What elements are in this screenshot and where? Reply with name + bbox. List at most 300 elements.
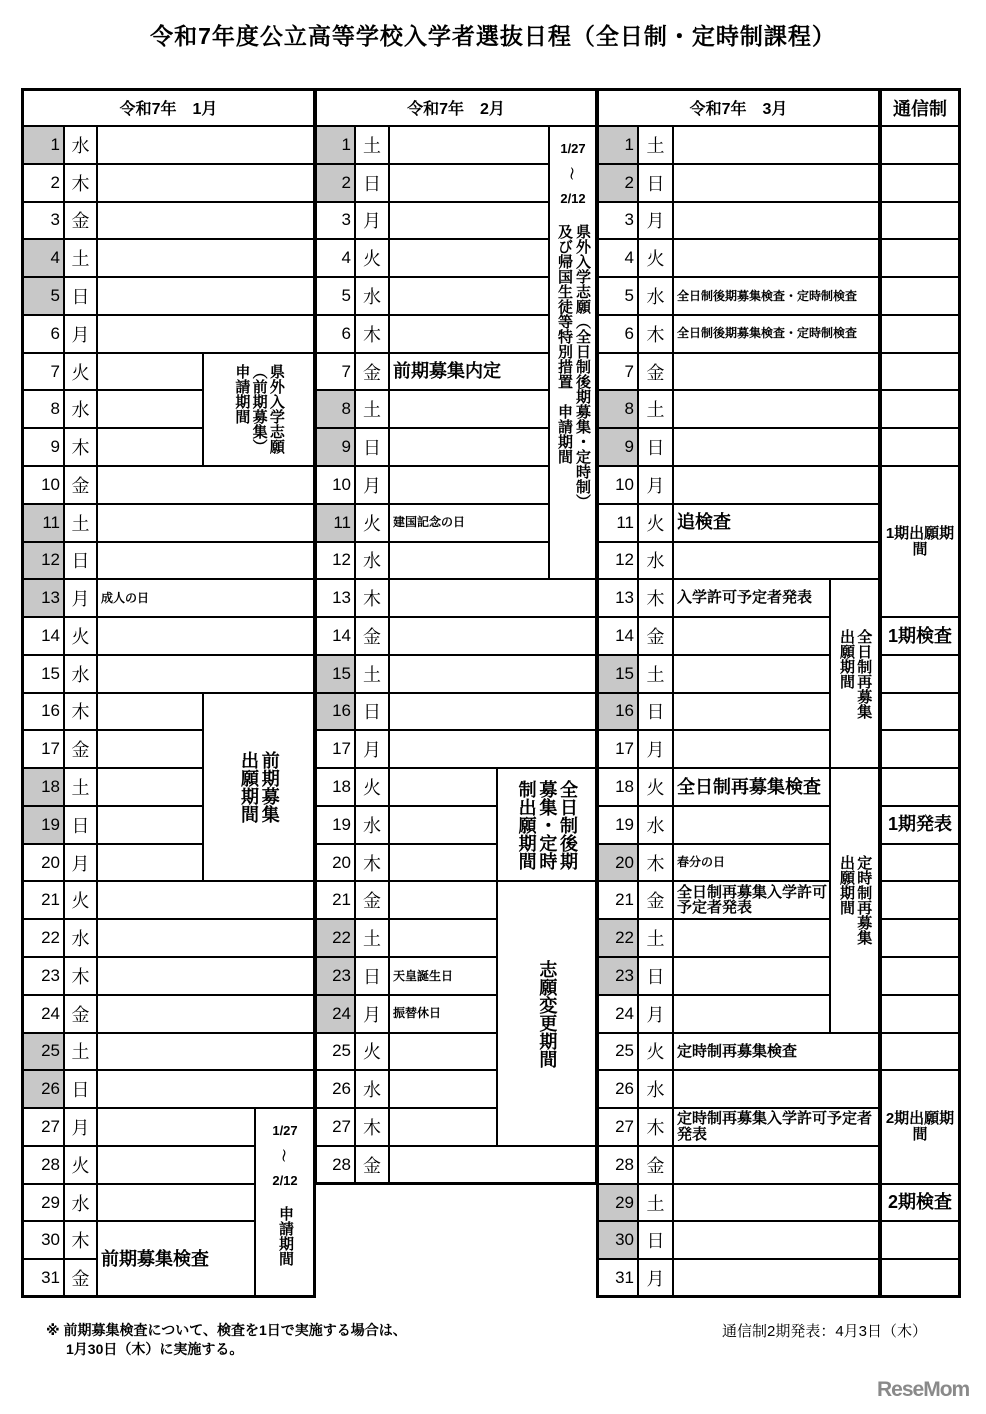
vertical-line: 制出願期間 xyxy=(516,779,537,870)
day-number-cell xyxy=(596,1032,639,1072)
day-number: 24 xyxy=(41,1003,60,1023)
day-number-cell xyxy=(314,465,356,505)
weekday-cell xyxy=(63,729,98,769)
block-text: 1期出願期間 xyxy=(885,524,955,558)
event-cell xyxy=(96,956,316,996)
correspondence-block xyxy=(879,465,961,618)
weekday: 火 xyxy=(363,513,381,534)
day-number: 2 xyxy=(624,172,634,192)
weekday: 金 xyxy=(363,626,381,647)
weekday: 火 xyxy=(363,249,381,270)
weekday: 水 xyxy=(363,1080,381,1101)
weekday-cell xyxy=(63,1258,98,1298)
vertical-line: 前期募集 xyxy=(259,751,280,824)
correspondence-cell xyxy=(879,692,961,732)
day-number: 15 xyxy=(615,663,634,683)
day-number-cell xyxy=(21,503,65,543)
weekday: 日 xyxy=(71,815,90,836)
day-number-cell xyxy=(314,1145,356,1185)
weekday: 日 xyxy=(363,966,381,987)
weekday-cell xyxy=(354,352,390,392)
weekday: 月 xyxy=(363,475,381,496)
day-number-cell xyxy=(596,729,639,769)
weekday: 水 xyxy=(646,815,665,836)
event-cell xyxy=(96,1069,316,1109)
day-number-cell xyxy=(314,276,356,316)
day-number: 27 xyxy=(332,1117,351,1136)
day-number-cell xyxy=(21,314,65,354)
block-text: 入学許可予定者発表 xyxy=(677,589,813,607)
weekday: 日 xyxy=(646,966,665,987)
weekday-cell xyxy=(354,201,390,241)
weekday: 金 xyxy=(646,626,665,647)
day-number-cell xyxy=(21,729,65,769)
weekday-cell xyxy=(63,616,98,656)
weekday: 月 xyxy=(646,1269,665,1290)
weekday-cell xyxy=(354,1069,390,1109)
event-cell xyxy=(96,276,316,316)
day-number-cell xyxy=(596,201,639,241)
day-number-cell xyxy=(21,1145,65,1185)
day-number-cell xyxy=(314,427,356,467)
weekday: 土 xyxy=(71,1042,90,1063)
day-number: 6 xyxy=(50,323,60,343)
footnote-line-1: ※ 前期募集検査について、検査を1日で実施する場合は、 xyxy=(46,1322,407,1338)
weekday-cell xyxy=(354,956,390,996)
day-number-cell xyxy=(596,427,639,467)
day-number: 16 xyxy=(332,701,351,721)
day-number-cell xyxy=(596,654,639,694)
day-number: 20 xyxy=(615,852,634,872)
day-number: 26 xyxy=(615,1079,634,1099)
event-cell xyxy=(672,541,881,581)
day-number: 30 xyxy=(615,1230,634,1250)
correspondence-cell xyxy=(879,767,961,807)
event-cell xyxy=(672,1069,881,1109)
weekday: 水 xyxy=(71,664,90,685)
weekday: 月 xyxy=(71,589,90,610)
day-number-cell xyxy=(21,956,65,996)
schedule-block-feb xyxy=(496,880,598,1146)
day-number-cell xyxy=(596,314,639,354)
weekday-cell xyxy=(637,1183,674,1223)
weekday-cell xyxy=(63,578,98,618)
vertical-text xyxy=(537,960,558,1068)
weekday: 水 xyxy=(71,929,90,950)
correspondence-cell xyxy=(879,427,961,467)
weekday-cell xyxy=(354,389,390,429)
weekday-cell xyxy=(63,767,98,807)
event-cell xyxy=(388,578,598,618)
vertical-line: 出願期間 xyxy=(838,628,855,689)
day-number: 29 xyxy=(41,1192,60,1212)
block-text: 1期発表 xyxy=(887,814,952,835)
weekday-cell xyxy=(637,616,674,656)
weekday-cell xyxy=(354,729,390,769)
day-number: 12 xyxy=(615,550,634,570)
weekday-cell xyxy=(354,163,390,203)
day-number-cell xyxy=(314,805,356,845)
correspondence-announcement: 通信制2期発表：4月3日（木） xyxy=(722,1323,928,1340)
day-number: 15 xyxy=(41,663,60,683)
weekday: 日 xyxy=(363,173,381,194)
day-number-cell xyxy=(21,805,65,845)
day-number-cell xyxy=(596,541,639,581)
weekday-cell xyxy=(63,692,98,732)
weekday: 土 xyxy=(363,664,381,685)
weekday-cell xyxy=(354,805,390,845)
day-number: 1 xyxy=(624,134,634,154)
weekday-cell xyxy=(637,918,674,958)
weekday-cell xyxy=(637,503,674,543)
vertical-line: 全日制後期 xyxy=(558,779,579,870)
day-number-cell xyxy=(21,389,65,429)
day-number: 2 xyxy=(50,172,60,192)
event-cell xyxy=(388,692,598,732)
weekday: 月 xyxy=(646,211,665,232)
range-start: 1/27 xyxy=(560,141,586,156)
weekday-cell xyxy=(637,578,674,618)
weekday: 日 xyxy=(646,173,665,194)
weekday: 金 xyxy=(71,475,90,496)
correspondence-cell xyxy=(879,352,961,392)
correspondence-header xyxy=(879,88,961,127)
footnote-line-2: 1月30日（木）に実施する。 xyxy=(66,1341,244,1357)
day-number-cell xyxy=(21,918,65,958)
weekday: 火 xyxy=(646,1042,665,1063)
block-text: 1期検査 xyxy=(887,625,952,646)
day-number-cell xyxy=(314,578,356,618)
schedule-block-feb xyxy=(548,125,598,580)
day-number: 14 xyxy=(41,625,60,645)
weekday: 日 xyxy=(363,702,381,723)
weekday: 土 xyxy=(646,929,665,950)
weekday: 日 xyxy=(646,1231,665,1252)
event-cell xyxy=(96,880,316,920)
schedule-block-mar xyxy=(672,880,831,920)
block-text: 定時制再募集検査 xyxy=(677,1042,798,1060)
vertical-text xyxy=(276,1206,294,1266)
weekday-cell xyxy=(354,465,390,505)
event-cell xyxy=(672,427,881,467)
day-number: 14 xyxy=(615,625,634,645)
weekday: 土 xyxy=(646,400,665,421)
day-number: 5 xyxy=(50,285,60,305)
weekday-cell xyxy=(637,729,674,769)
day-number: 9 xyxy=(624,437,634,457)
day-number: 23 xyxy=(41,965,60,985)
correspondence-cell xyxy=(879,163,961,203)
schedule-block-mar xyxy=(672,1032,881,1072)
day-number-cell xyxy=(314,918,356,958)
vertical-line: 申請期間 xyxy=(277,1206,294,1267)
block-text: 全日制再募集入学許可予定者発表 xyxy=(677,883,828,917)
vertical-text xyxy=(516,780,578,870)
weekday: 火 xyxy=(646,249,665,270)
schedule-block-mar xyxy=(672,1107,881,1147)
block-text: 定時制再募集入学許可予定者発表 xyxy=(677,1110,873,1143)
weekday-cell xyxy=(63,956,98,996)
weekday-cell xyxy=(63,352,98,392)
weekday: 月 xyxy=(71,324,90,345)
weekday-cell xyxy=(63,427,98,467)
weekday: 日 xyxy=(71,551,90,572)
weekday-cell xyxy=(63,276,98,316)
weekday: 水 xyxy=(71,400,90,421)
vertical-line: 出願期間 xyxy=(838,855,855,916)
day-number-cell xyxy=(314,1069,356,1109)
weekday-cell xyxy=(354,880,390,920)
weekday: 金 xyxy=(646,891,665,912)
day-number: 8 xyxy=(341,399,351,419)
correspondence-cell xyxy=(879,843,961,883)
event-cell xyxy=(388,654,598,694)
weekday: 金 xyxy=(363,891,381,912)
weekday-cell xyxy=(63,843,98,883)
day-number: 4 xyxy=(341,248,351,268)
schedule-block-mar xyxy=(672,767,831,807)
day-number: 26 xyxy=(332,1079,351,1099)
event-cell xyxy=(96,125,316,165)
weekday-cell xyxy=(637,1107,674,1147)
day-number: 25 xyxy=(615,1041,634,1061)
correspondence-cell xyxy=(879,238,961,278)
weekday: 日 xyxy=(646,438,665,459)
range-start: 1/27 xyxy=(272,1123,298,1139)
correspondence-cell xyxy=(879,1032,961,1072)
day-number-cell xyxy=(596,465,639,505)
schedule-block-mar xyxy=(672,843,831,883)
weekday-cell xyxy=(63,1145,98,1185)
weekday-cell xyxy=(354,1107,390,1147)
vertical-line: 及び帰国生徒等特別措置 申請期間 xyxy=(556,224,573,464)
weekday-cell xyxy=(354,427,390,467)
day-number-cell xyxy=(596,616,639,656)
day-number: 7 xyxy=(50,361,60,381)
day-number: 16 xyxy=(615,701,634,721)
event-cell xyxy=(96,238,316,278)
weekday-cell xyxy=(63,1183,98,1223)
weekday: 木 xyxy=(363,853,381,874)
day-number: 24 xyxy=(332,1003,351,1023)
day-number-cell xyxy=(596,1069,639,1109)
day-number: 27 xyxy=(615,1117,634,1136)
day-number-cell xyxy=(596,918,639,958)
weekday: 土 xyxy=(646,1193,665,1214)
day-number: 10 xyxy=(41,474,60,494)
day-number-cell xyxy=(21,201,65,241)
weekday-cell xyxy=(637,125,674,165)
vertical-text xyxy=(555,224,591,509)
weekday-cell xyxy=(354,994,390,1034)
day-number: 20 xyxy=(41,852,60,872)
day-number: 5 xyxy=(624,285,634,305)
day-number: 21 xyxy=(41,890,60,910)
event-cell xyxy=(96,654,316,694)
weekday: 日 xyxy=(363,438,381,459)
day-number: 7 xyxy=(624,361,634,381)
vertical-line: （前期募集） xyxy=(250,364,268,455)
day-number: 28 xyxy=(332,1154,351,1174)
day-number: 22 xyxy=(615,928,634,948)
weekday: 火 xyxy=(71,1155,90,1176)
weekday: 金 xyxy=(646,362,665,383)
day-number: 11 xyxy=(42,512,60,532)
weekday: 水 xyxy=(646,551,665,572)
event-cell xyxy=(672,1145,881,1185)
day-number: 21 xyxy=(615,890,634,910)
day-number-cell xyxy=(21,276,65,316)
day-number: 17 xyxy=(615,739,634,759)
weekday-cell xyxy=(354,616,390,656)
weekday-cell xyxy=(63,465,98,505)
day-number-cell xyxy=(596,1107,639,1147)
day-number: 1 xyxy=(341,134,351,154)
vertical-line: 定時制再募集 xyxy=(855,855,873,946)
event-cell xyxy=(672,1258,881,1298)
day-number: 3 xyxy=(624,210,634,230)
weekday: 土 xyxy=(71,778,90,799)
day-number-cell xyxy=(21,163,65,203)
day-number-cell xyxy=(596,767,639,807)
weekday-cell xyxy=(63,125,98,165)
weekday: 木 xyxy=(363,324,381,345)
correspondence-cell xyxy=(879,880,961,920)
day-number: 13 xyxy=(332,588,351,608)
weekday-cell xyxy=(354,918,390,958)
weekday-cell xyxy=(354,578,390,618)
day-number: 18 xyxy=(41,777,60,797)
day-number: 7 xyxy=(341,361,351,381)
weekday-cell xyxy=(63,201,98,241)
weekday-cell xyxy=(637,276,674,316)
correspondence-cell xyxy=(879,729,961,769)
day-number-cell xyxy=(314,654,356,694)
day-number: 19 xyxy=(615,814,634,834)
weekday-cell xyxy=(63,994,98,1034)
day-number-cell xyxy=(21,1107,65,1147)
weekday-cell xyxy=(354,125,390,165)
weekday-cell xyxy=(354,843,390,883)
day-number: 2 xyxy=(341,172,351,192)
day-number-cell xyxy=(314,201,356,241)
day-number: 25 xyxy=(332,1041,351,1061)
schedule-block-jan xyxy=(96,578,316,618)
weekday: 木 xyxy=(646,589,665,610)
day-number: 19 xyxy=(332,814,351,834)
weekday: 火 xyxy=(71,891,90,912)
weekday-cell xyxy=(354,503,390,543)
day-number-cell xyxy=(21,654,65,694)
weekday-cell xyxy=(63,1032,98,1072)
day-number-cell xyxy=(314,1032,356,1072)
day-number-cell xyxy=(314,729,356,769)
day-number: 23 xyxy=(332,965,351,985)
schedule-block-jan xyxy=(202,352,316,467)
day-number-cell xyxy=(596,238,639,278)
day-number: 22 xyxy=(41,928,60,948)
day-number-cell xyxy=(21,125,65,165)
day-number: 22 xyxy=(332,928,351,948)
day-number: 6 xyxy=(624,323,634,343)
weekday-cell xyxy=(354,692,390,732)
day-number-cell xyxy=(21,352,65,392)
day-number-cell xyxy=(21,1258,65,1298)
day-number: 10 xyxy=(615,474,634,494)
day-number: 23 xyxy=(615,965,634,985)
vertical-line: 募集・定時 xyxy=(537,779,558,870)
day-number-cell xyxy=(314,616,356,656)
schedule-block-mar xyxy=(672,503,881,543)
vertical-text xyxy=(238,751,279,823)
event-cell xyxy=(96,918,316,958)
day-number: 9 xyxy=(341,437,351,457)
weekday: 木 xyxy=(363,589,381,610)
day-number-cell xyxy=(21,541,65,581)
weekday-cell xyxy=(637,389,674,429)
weekday-cell xyxy=(637,994,674,1034)
day-number: 6 xyxy=(341,323,351,343)
block-text: 成人の日 xyxy=(101,590,150,605)
weekday: 月 xyxy=(71,853,90,874)
weekday-cell xyxy=(63,238,98,278)
schedule-block-mar xyxy=(672,314,881,354)
weekday-cell xyxy=(63,880,98,920)
schedule-block-mar xyxy=(829,578,881,769)
event-cell xyxy=(96,541,316,581)
day-number-cell xyxy=(314,352,356,392)
block-text: 2期出願期間 xyxy=(885,1110,955,1143)
day-number: 10 xyxy=(332,474,351,494)
correspondence-label: 通信制 xyxy=(893,98,947,119)
day-number: 21 xyxy=(332,890,351,910)
weekday-cell xyxy=(63,389,98,429)
day-number-cell xyxy=(21,1032,65,1072)
day-number: 15 xyxy=(332,663,351,683)
day-number-cell xyxy=(314,880,356,920)
event-cell xyxy=(672,201,881,241)
day-number: 5 xyxy=(341,285,351,305)
day-number-cell xyxy=(21,578,65,618)
correspondence-cell xyxy=(879,125,961,165)
day-number-cell xyxy=(21,1183,65,1223)
weekday-cell xyxy=(63,918,98,958)
event-cell xyxy=(96,503,316,543)
range-end: 2/12 xyxy=(560,191,586,206)
month-label: 令和7年 3月 xyxy=(689,101,788,118)
day-number-cell xyxy=(314,389,356,429)
correspondence-cell xyxy=(879,654,961,694)
resemom-logo: ReseMom xyxy=(877,1378,970,1401)
event-cell xyxy=(96,163,316,203)
day-number-cell xyxy=(21,767,65,807)
weekday: 木 xyxy=(646,324,665,345)
day-number: 27 xyxy=(41,1117,60,1136)
correspondence-cell xyxy=(879,276,961,316)
day-number-cell xyxy=(21,843,65,883)
day-number-cell xyxy=(596,389,639,429)
day-number-cell xyxy=(596,1183,639,1223)
correspondence-block xyxy=(879,805,961,845)
month-header-feb xyxy=(314,88,598,127)
day-number: 18 xyxy=(332,777,351,797)
weekday-cell xyxy=(354,654,390,694)
schedule-block-mar xyxy=(829,767,881,1033)
weekday-cell xyxy=(63,654,98,694)
correspondence-block xyxy=(879,616,961,656)
day-number-cell xyxy=(21,427,65,467)
weekday-cell xyxy=(637,843,674,883)
